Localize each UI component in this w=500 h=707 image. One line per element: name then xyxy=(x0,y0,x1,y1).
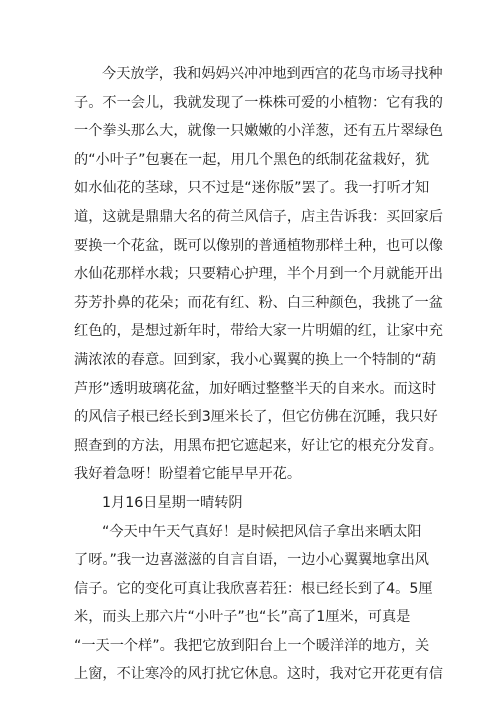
paragraph-1-line: 照查到的方法，用黑布把它遮起来，好让它的根充分发育。 xyxy=(74,437,443,454)
paragraph-1-line: 的风信子根已经长到3厘米长了，但它仿佛在沉睡，我只好 xyxy=(74,409,438,426)
paragraph-1-line: 水仙花那样水栽；只要精心护理，半个月到一个月就能开出 xyxy=(74,266,443,283)
paragraph-1-line: 今天放学，我和妈妈兴冲冲地到西宫的花鸟市场寻找种 xyxy=(102,66,443,82)
paragraph-1-line: 的“小叶子”包裹在一起，用几个黑色的纸制花盆栽好，犹 xyxy=(74,151,430,168)
paragraph-1-line: 芦形”透明玻璃花盆，加好晒过整整半天的自来水。而这时 xyxy=(74,380,437,397)
paragraph-2-line: “一天一个样”。我把它放到阳台上一个暖洋洋的地方，关 xyxy=(74,637,430,654)
paragraph-1-line: 要换一个花盆，既可以像别的普通植物那样土种，也可以像 xyxy=(74,237,443,254)
paragraph-2-line: 信子。它的变化可真让我欣喜若狂：根已经长到了4。5厘 xyxy=(74,580,433,597)
paragraph-1-line: 一个拳头那么大，就像一只嫩嫩的小洋葱，还有五片翠绿色 xyxy=(74,123,443,140)
paragraph-2-line: 了呀。”我一边喜滋滋的自言自语，一边小心翼翼地拿出风 xyxy=(74,552,429,569)
diary-date-heading: 1月16日星期一晴转阴 xyxy=(102,494,243,511)
body-text xyxy=(74,60,450,689)
paragraph-1-line: 我好着急呀！盼望着它能早早开花。 xyxy=(74,466,302,483)
paragraph-1-line: 满浓浓的春意。回到家，我小心翼翼的换上一个特制的“葫 xyxy=(74,351,437,368)
paragraph-2-line: “今天中午天气真好！是时候把风信子拿出来晒太阳 xyxy=(102,523,422,540)
paragraph-1-line: 如水仙花的茎球，只不过是“迷你版”罢了。我一打听才知 xyxy=(74,180,430,197)
paragraph-1-line: 子。不一会儿，我就发现了一株株可爱的小植物：它有我的 xyxy=(74,94,443,111)
paragraph-1-line: 芬芳扑鼻的花朵；而花有红、粉、白三种颜色，我挑了一盆 xyxy=(74,294,443,311)
paragraph-1-line: 道，这就是鼎鼎大名的荷兰风信子，店主告诉我：买回家后 xyxy=(74,208,443,225)
paragraph-1-line: 红色的，是想过新年时，带给大家一片明媚的红，让家中充 xyxy=(74,323,443,340)
paragraph-2-line: 米，而头上那六片“小叶子”也“长”高了1厘米，可真是 xyxy=(74,609,411,626)
paragraph-2-line: 上窗，不让寒冷的风打扰它休息。这时，我对它开花更有信 xyxy=(74,666,443,683)
